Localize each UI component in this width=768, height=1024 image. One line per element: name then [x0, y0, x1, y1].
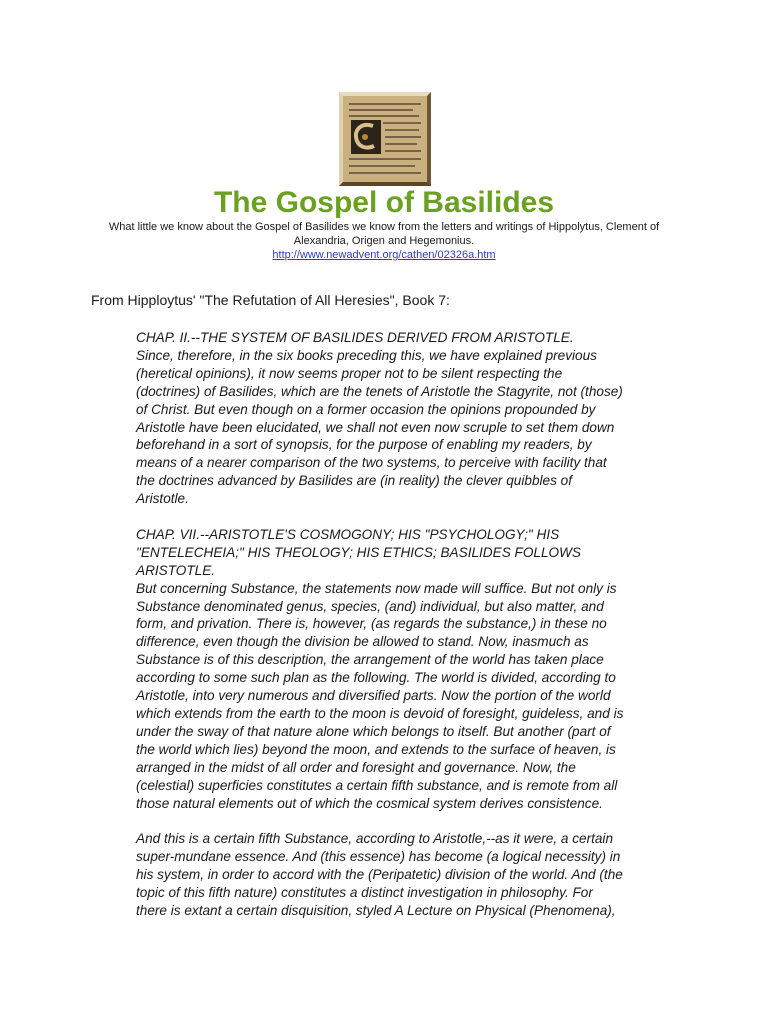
text-line: (doctrines) of Basilides, which are the tenets of Aristotle the Stagyrite, not (those): [136, 383, 623, 399]
text-line: But concerning Substance, the statements now made will suffice. But not only is: [136, 580, 617, 596]
chapter-heading: ARISTOTLE.: [136, 562, 216, 578]
excerpt-body: [136, 329, 684, 938]
text-line: And this is a certain fifth Substance, according to Aristotle,--as it were, a certain: [136, 831, 614, 847]
text-line: those natural elements out of which the cosmical system derives consistence.: [136, 795, 603, 811]
section-fifth-substance: [136, 830, 684, 920]
text-line: topic of this fifth nature) constitutes a distinct investigation in philosophy. For: [136, 885, 593, 901]
chapter-heading: "ENTELECHEIA;" HIS THEOLOGY; HIS ETHICS; BASILIDES FOLLOWS: [136, 544, 582, 560]
text-line: super-mundane essence. And (this essence) has become (a logical necessity) in: [136, 849, 621, 865]
chapter-heading: CHAP. II.--THE SYSTEM OF BASILIDES DERIVED FROM ARISTOTLE.: [136, 330, 574, 345]
text-line: Aristotle have been elucidated, we shall not even now scruple to set them down: [136, 419, 615, 435]
text-line: difference, even though the division be allowed to stand. Now, inasmuch as: [136, 634, 589, 650]
text-line: which extends from the earth to the moon is devoid of foresight, guideless, and is: [136, 706, 624, 722]
section-chap-7: [136, 526, 684, 813]
text-line: form, and privation. There is, however, (as regards the substance,) in these no: [136, 616, 607, 632]
text-line: the doctrines advanced by Basilides are (in reality) the clever quibbles of: [136, 473, 572, 489]
text-line: under the sway of that nature alone which belongs to itself. But another (part of: [136, 723, 611, 739]
page-title: The Gospel of Basilides: [213, 186, 555, 219]
text-line: according to some such plan as the following. The world is divided, according to: [136, 670, 616, 686]
text-line: (celestial) superficies constitutes a certain fifth substance, and is remote from all: [136, 777, 618, 793]
text-line: Substance denominated genus, species, (and) individual, but also matter, and: [136, 598, 604, 614]
manuscript-image: [339, 92, 431, 186]
intro-line: From Hipploytus' "The Refutation of All Heresies", Book 7:: [91, 292, 450, 308]
text-line: (heretical opinions), it now seems proper not to be silent respecting the: [136, 365, 563, 381]
text-line: Aristotle.: [136, 491, 189, 507]
manuscript-illustration: [343, 96, 427, 182]
text-line: there is extant a certain disquisition, styled A Lecture on Physical (Phenomena),: [136, 902, 616, 918]
text-line: of Christ. But even though on a former occasion the opinions propounded by: [136, 401, 596, 417]
text-line: the world which lies) beyond the moon, and extends to the surface of heaven, is: [136, 741, 616, 757]
text-line: means of a nearer comparison of the two systems, to perceive with facility that: [136, 455, 607, 471]
text-line: Substance is of this description, the arrangement of the world has taken place: [136, 652, 604, 668]
text-line: Aristotle, into very numerous and diversified parts. Now the portion of the world: [136, 688, 611, 704]
text-line: Since, therefore, in the six books preceding this, we have explained previous: [136, 347, 597, 363]
section-chap-2: [136, 329, 684, 508]
source-link[interactable]: http://www.newadvent.org/cathen/02326a.htm: [272, 249, 496, 261]
text-line: arranged in the midst of all order and foresight and governance. Now, the: [136, 759, 576, 775]
text-line: his system, in order to accord with the (Peripatetic) division of the world. And (the: [136, 867, 623, 883]
text-line: beforehand in a sort of synopsis, for the purpose of enabling my readers, by: [136, 437, 592, 453]
chapter-heading: CHAP. VII.--ARISTOTLE'S COSMOGONY; HIS "PSYCHOLOGY;" HIS: [136, 526, 560, 542]
page-subtitle: What little we know about the Gospel of Basilides we know from the letters and writings of Hippolytus, Clement of Alexandria, Origen and Hegemonius.: [108, 221, 660, 247]
